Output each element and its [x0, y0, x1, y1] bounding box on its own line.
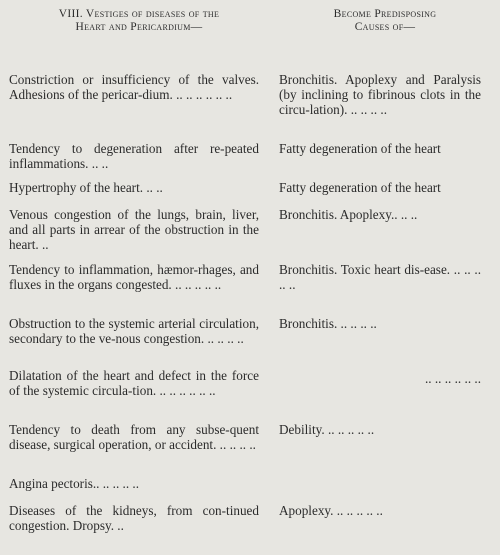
row-7-vestige: Tendency to death from any subse-quent disease, surgical operation, or accident. .. .. .. .. [9, 422, 259, 452]
row-5-cause: Bronchitis. .. .. .. .. [279, 316, 377, 331]
row-0-cause: Bronchitis. Apoplexy and Paralysis (by inclining to fibrinous clots in the circu-lation). .. .. .. .. [279, 72, 481, 117]
row-6-cause: .. .. .. .. .. .. [424, 371, 481, 386]
row-9-vestige: Diseases of the kidneys, from con-tinued congestion. Dropsy. .. [9, 503, 259, 533]
row-9-cause: Apoplexy. .. .. .. .. .. [279, 503, 383, 518]
left-heading-line-2: Heart and Pericardium— [75, 21, 203, 33]
row-6-vestige: Dilatation of the heart and defect in the force of the systemic circula-tion. .. .. .. .. .. .. [9, 368, 259, 398]
row-3-vestige: Venous congestion of the lungs, brain, liver, and all parts in arrear of the obstruction in the heart. .. [9, 207, 259, 252]
row-0-vestige: Constriction or insufficiency of the valves. Adhesions of the pericar-dium. .. .. .. .. .. .. [9, 72, 259, 102]
row-2-cause: Fatty degeneration of the heart [279, 180, 441, 195]
left-column-heading [4, 8, 274, 34]
right-heading-line-2: Causes of— [354, 21, 416, 33]
row-5-vestige: Obstruction to the systemic arterial circulation, secondary to the ve-nous congestion. .. .. .. .. [9, 316, 259, 346]
right-column-heading [280, 8, 490, 34]
row-2-vestige: Hypertrophy of the heart. .. .. [9, 180, 163, 195]
row-1-vestige: Tendency to degeneration after re-peated inflammations. .. .. [9, 141, 259, 171]
row-7-cause: Debility. .. .. .. .. .. [279, 422, 375, 437]
row-4-cause: Bronchitis. Toxic heart dis-ease. .. .. .. .. .. [279, 262, 481, 292]
row-1-cause: Fatty degeneration of the heart [279, 141, 441, 156]
right-heading-line-1: Become Predisposing [333, 8, 437, 20]
row-4-vestige: Tendency to inflammation, hæmor-rhages, and fluxes in the organs congested. .. .. .. .. .. [9, 262, 259, 292]
left-heading-line-1: VIII. Vestiges of diseases of the [58, 8, 220, 20]
row-8-vestige: Angina pectoris.. .. .. .. .. [9, 476, 140, 491]
row-3-cause: Bronchitis. Apoplexy.. .. .. [279, 207, 418, 222]
